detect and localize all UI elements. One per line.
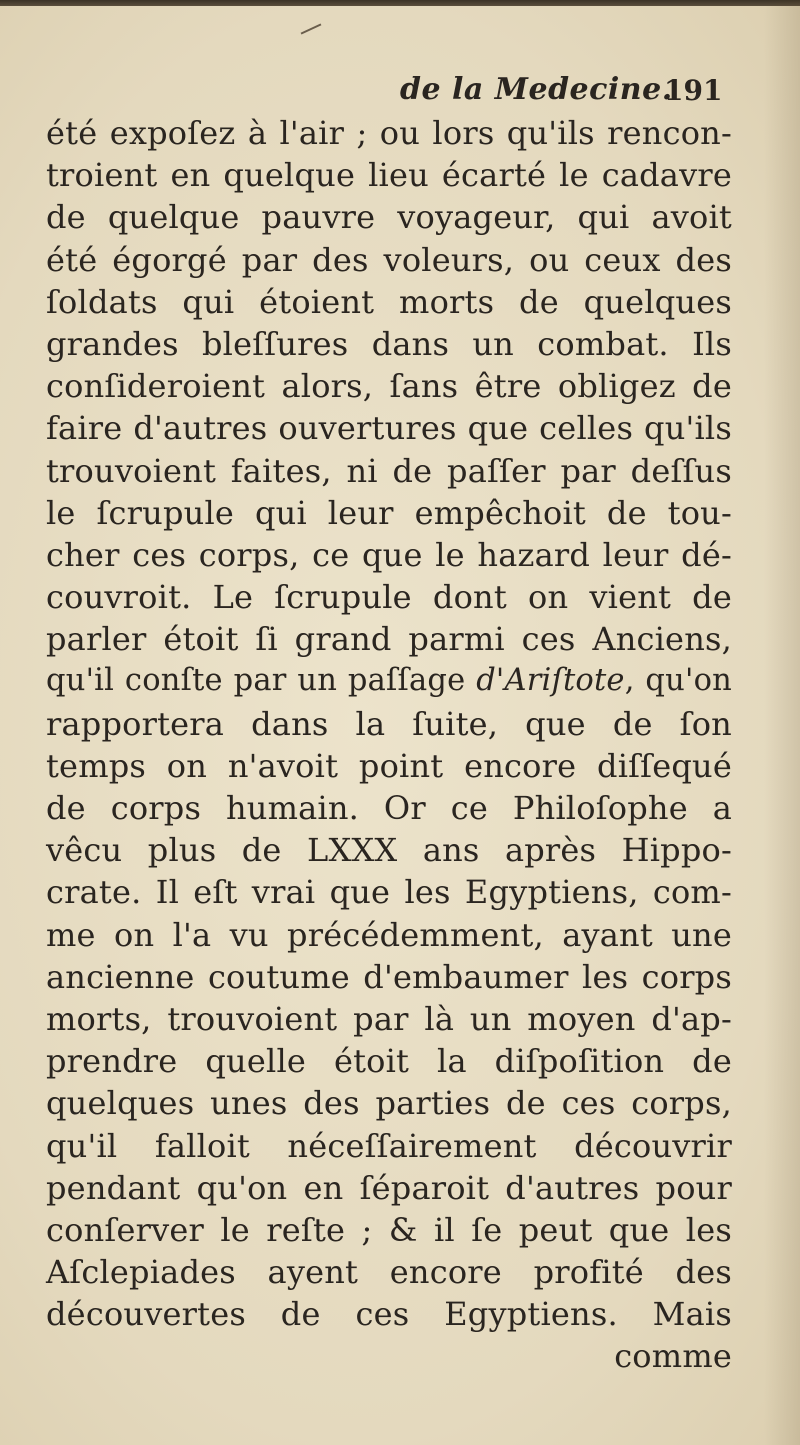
text-line: morts, trouvoient par là un moyen d'ap-: [46, 999, 732, 1038]
text-line: le ſcrupule qui leur empêchoit de tou-: [46, 493, 732, 532]
text-line: de quelque pauvre voyageur, qui avoit: [46, 198, 732, 237]
text-line: ſoldats qui étoient morts de quelques: [46, 282, 732, 321]
text-line: troient en quelque lieu écarté le cadavre: [46, 156, 732, 195]
text-line: parler étoit ſi grand parmi ces Anciens,: [46, 620, 732, 659]
text-line: rapportera dans la ſuite, que de ſon: [46, 704, 732, 743]
text-line: prendre quelle étoit la diſpoſition de: [46, 1042, 732, 1081]
text-line: quelques unes des parties de ces corps,: [46, 1084, 732, 1123]
text-line: été expoſez à l'air ; ou lors qu'ils rencon-: [46, 114, 732, 152]
text-line: été égorgé par des voleurs, ou ceux des: [46, 240, 732, 279]
page-header: [0, 72, 800, 112]
text-line: grandes bleſſures dans un combat. Ils: [46, 324, 732, 363]
text-line: me on l'a vu précédemment, ayant une: [46, 915, 732, 954]
text-line: découvertes de ces Egyptiens. Mais: [46, 1295, 732, 1334]
text-line: conſideroient alors, ſans être obligez de: [46, 367, 732, 406]
page-number: 191: [664, 74, 723, 107]
line-text-before: qu'il conſte par un paſſage: [46, 663, 477, 699]
ink-mark: [301, 23, 322, 34]
text-line: vêcu plus de LXXX ans après Hippo-: [46, 831, 732, 870]
text-line: faire d'autres ouvertures que celles qu'ils: [46, 409, 732, 448]
text-line: crate. Il eſt vrai que les Egyptiens, com-: [46, 873, 732, 912]
text-line: couvroit. Le ſcrupule dont on vient de: [46, 578, 732, 617]
author-citation: d'Ariſtote: [476, 663, 625, 699]
text-line: cher ces corps, ce que le hazard leur dé-: [46, 535, 732, 574]
text-line: ancienne coutume d'embaumer les corps: [46, 957, 732, 996]
page-edge-shadow: [764, 0, 800, 1445]
text-line: conſerver le reſte ; & il ſe peut que les: [46, 1210, 732, 1249]
line-text-after: , qu'on: [624, 663, 732, 699]
text-line: temps on n'avoit point encore diſſequé: [46, 746, 732, 785]
text-line: Aſclepiades ayent encore profité des: [46, 1253, 732, 1292]
text-line: qu'il falloit néceſſairement découvrir: [46, 1126, 732, 1165]
text-line: pendant qu'on en ſéparoit d'autres pour: [46, 1168, 732, 1207]
running-head: de la Medecine.: [400, 72, 673, 107]
catchword: comme: [614, 1337, 732, 1376]
page-top-edge: [0, 0, 800, 6]
text-line: de corps humain. Or ce Philoſophe a: [46, 789, 732, 827]
body-text: [46, 112, 732, 1378]
text-line: trouvoient faites, ni de paſſer par deſſus: [46, 451, 732, 490]
text-line-with-citation: [46, 660, 732, 702]
